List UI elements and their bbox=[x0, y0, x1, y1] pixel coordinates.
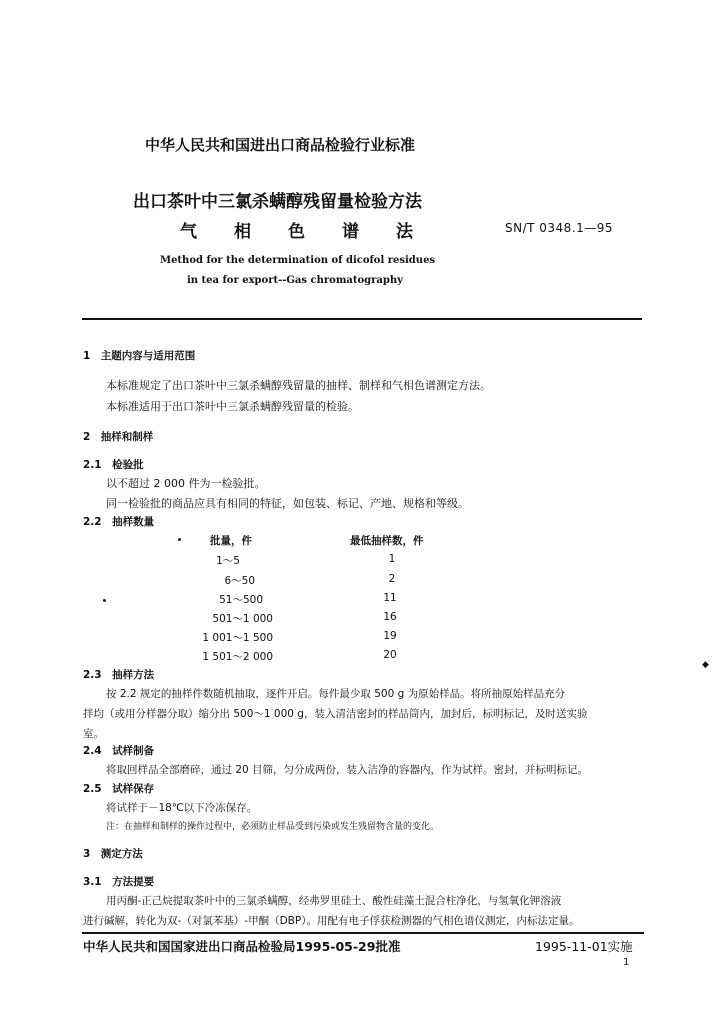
standard-code: SN/T 0348.1—95 bbox=[505, 221, 614, 235]
section-2-1-paragraph-1: 以不超过 2 000 件为一检验批。 bbox=[106, 477, 266, 490]
table-cell-min: 11 bbox=[383, 592, 397, 604]
header-divider bbox=[82, 318, 642, 320]
table-cell-batch: 1 501～2 000 bbox=[202, 651, 273, 663]
table-cell-batch: 1～5 bbox=[216, 555, 240, 567]
approval-statement: 中华人民共和国国家进出口商品检验局1995-05-29批准 bbox=[83, 939, 401, 954]
section-2-5-heading: 2.5 试样保存 bbox=[83, 783, 155, 795]
english-title-line2: in tea for export--Gas chromatography bbox=[187, 275, 403, 286]
table-cell-batch: 6～50 bbox=[224, 575, 255, 587]
section-2-3-line-3: 室。 bbox=[83, 728, 104, 740]
section-2-2-heading: 2.2 抽样数量 bbox=[83, 516, 155, 528]
section-2-5-line-1: 将试样于－18℃以下冷冻保存。 bbox=[106, 802, 258, 814]
section-3-1-line-1: 用丙酮-正己烷提取茶叶中的三氯杀螨醇，经弗罗里硅土、酸性硅藻土混合柱净化，与氢氧化钾溶液 bbox=[106, 895, 562, 907]
table-cell-batch: 501～1 000 bbox=[212, 613, 273, 625]
footer-divider bbox=[82, 932, 644, 934]
section-1-paragraph-1: 本标准规定了出口茶叶中三氯杀螨醇残留量的抽样、制样和气相色谱测定方法。 bbox=[106, 379, 491, 392]
title-char-5: 法 bbox=[396, 222, 413, 242]
section-3-1-line-2: 进行碱解，转化为双-（对氯苯基）-甲酮（DBP）。用配有电子俘获检测器的气相色谱仪测定，内标法定量。 bbox=[83, 915, 580, 927]
section-2-note: 注：在抽样和制样的操作过程中，必须防止样品受到污染或发生残留物含量的变化。 bbox=[106, 822, 440, 832]
table-cell-min: 1 bbox=[388, 553, 396, 565]
title-char-4: 谱 bbox=[342, 222, 359, 242]
english-title-line1: Method for the determination of dicofol residues bbox=[160, 255, 436, 266]
section-2-4-heading: 2.4 试样制备 bbox=[83, 745, 155, 757]
document-title-line1: 出口茶叶中三氯杀螨醇残留量检验方法 bbox=[133, 192, 422, 212]
table-header-min-samples: 最低抽样数，件 bbox=[350, 535, 424, 547]
section-1-paragraph-2: 本标准适用于出口茶叶中三氯杀螨醇残留量的检验。 bbox=[106, 400, 359, 413]
table-cell-min: 16 bbox=[383, 611, 397, 623]
section-2-heading: 2 抽样和制样 bbox=[83, 431, 154, 443]
title-char-2: 相 bbox=[234, 222, 251, 242]
section-2-3-line-2: 拌均（或用分样器分取）缩分出 500～1 000 g，装入清洁密封的样品筒内，加封后，标明标记，及时送实验 bbox=[83, 708, 588, 720]
title-char-1: 气 bbox=[180, 222, 197, 242]
table-cell-min: 20 bbox=[383, 649, 397, 661]
table-cell-batch: 51～500 bbox=[219, 594, 263, 606]
section-2-4-line-1: 将取回样品全部磨碎，通过 20 目筛，匀分成两份，装入洁净的容器内，作为试样。密封，并标明标记。 bbox=[106, 764, 589, 776]
section-1-heading: 1 主题内容与适用范围 bbox=[83, 350, 196, 362]
ministry-standard-title: 中华人民共和国进出口商品检验行业标准 bbox=[145, 136, 416, 154]
section-3-heading: 3 测定方法 bbox=[83, 848, 143, 860]
section-3-1-heading: 3.1 方法提要 bbox=[83, 876, 155, 888]
implementation-date: 1995-11-01实施 bbox=[535, 939, 633, 954]
title-char-3: 色 bbox=[288, 222, 305, 242]
table-cell-min: 19 bbox=[383, 630, 397, 642]
scan-speck bbox=[178, 538, 181, 541]
section-2-1-paragraph-2: 同一检验批的商品应具有相同的特征，如包装、标记、产地、规格和等级。 bbox=[106, 497, 469, 510]
scan-mark-diamond: ◆ bbox=[702, 660, 709, 670]
table-header-batch: 批量，件 bbox=[210, 535, 252, 547]
scan-speck bbox=[103, 599, 106, 602]
table-cell-batch: 1 001～1 500 bbox=[202, 632, 273, 644]
section-2-1-heading: 2.1 检验批 bbox=[83, 459, 144, 471]
table-cell-min: 2 bbox=[388, 573, 396, 585]
section-2-3-line-1: 按 2.2 规定的抽样件数随机抽取，逐件开启。每件最少取 500 g 为原始样品。将所抽原始样品充分 bbox=[106, 688, 566, 700]
section-2-3-heading: 2.3 抽样方法 bbox=[83, 669, 155, 681]
page-number: 1 bbox=[623, 957, 630, 968]
